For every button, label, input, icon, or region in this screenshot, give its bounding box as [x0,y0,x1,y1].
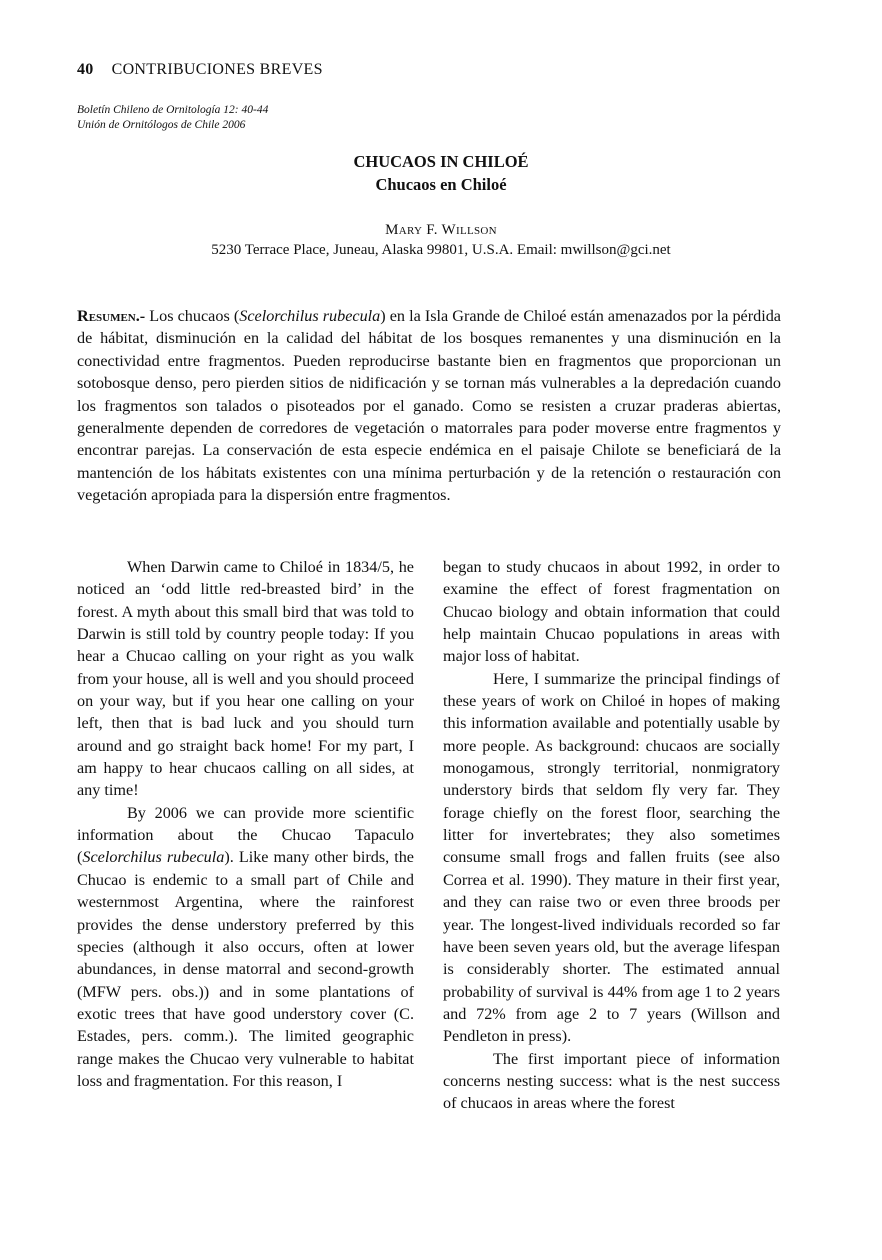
page-number: 40 [77,61,94,78]
journal-citation [77,103,268,133]
section-title: CONTRIBUCIONES BREVES [111,61,323,78]
body-paragraph-2 [77,802,414,1092]
journal-line-1: Boletín Chileno de Ornitología 12: 40-44 [77,104,269,116]
abstract-species: Scelorchilus rubecula [239,307,381,325]
article-title-block [0,150,882,196]
body-paragraph-2-rest: ). Like many other birds, the Chucao is endemic to a small part of Chile and westernmost Argentina, where the rainforest provides the dense understory preferred by this species (although it also occurs, often at lower abundances, in dense matorral and second-growth (MFW pers. obs.)) and in some plantations of exotic trees that have good understory cover (C. Estades, pers. comm.). The limited geographic range makes the Chucao very vulnerable to habitat loss and fragmentation. For this reason, I [77,848,414,1090]
body-species-name: Scelorchilus rubecula [82,848,225,867]
body-paragraph-1: When Darwin came to Chiloé in 1834/5, he noticed an ‘odd little red-breasted bird’ in the forest. A myth about this small bird that was told to Darwin is still told by country people today: If you hear a Chucao calling on your right as you walk from your house, all is well and you should proceed on your way, but if you hear one calling on your left, then that is bad luck and you should turn around and go straight back home! For my part, I am happy to hear chucaos calling on all sides, at any time! [77,558,414,800]
body-paragraph-3: began to study chucaos in about 1992, in order to examine the effect of forest fragmentation on Chucao biology and obtain information that could help maintain Chucao populations in areas with major loss of habitat. [443,558,780,666]
abstract-label: Resumen.- [77,307,146,325]
abstract-text-rest: ) en la Isla Grande de Chiloé están amenazados por la pérdida de hábitat, disminución en la calidad del hábitat de los bosques remanentes y una disminución en la conectividad entre fragmentos. Pueden reproducirse bastante bien en fragmentos que proporcionan un sotobosque denso, pero pierden sitios de nidificación y se tornan más vulnerables a la depredación cuando los fragmentos son talados o pisoteados por el ganado. Como se resisten a cruzar praderas abiertas, generalmente dependen de corredores de vegetación o matorrales para poder moverse entre fragmentos y encontrar parejas. La conservación de esta especie endémica en el paisaje Chilote se beneficiará de la mantención de los hábitats existentes con una mínima perturbación y de la retención o restauración con vegetación apropiada para la dispersión entre fragmentos. [77,307,781,505]
author-name: Mary F. Willson [385,222,497,238]
abstract-text-start: Los chucaos ( [145,307,240,325]
author-address: 5230 Terrace Place, Juneau, Alaska 99801, U.S.A. Email: mwillson@gci.net [211,242,671,258]
journal-line-2: Unión de Ornitólogos de Chile 2006 [77,119,246,131]
abstract [77,305,781,507]
body-column-right [443,556,780,1115]
body-paragraph-4: Here, I summarize the principal findings of these years of work on Chiloé in hopes of making this information available and potentially usable by more people. As background: chucaos are socially monogamous, strongly territorial, nonmigratory understory birds that seldom fly very far. They forage chiefly on the forest floor, searching the litter for invertebrates; they also sometimes consume small frogs and fallen fruits (see also Correa et al. 1990). They mature in their first year, and they can raise two or even three broods per year. The longest-lived individuals recorded so far have been seven years old, but the average lifespan is considerably shorter. The estimated annual probability of survival is 44% from age 1 to 2 years and 72% from age 2 to 7 years (Willson and Pendleton in press). [443,669,780,1046]
running-header [77,61,323,79]
body-paragraph-2-start: By 2006 we can provide more scientific information about the Chucao Tapaculo ( [77,803,414,867]
body-column-left [77,556,414,1092]
article-title: CHUCAOS IN CHILOÉ [353,152,529,171]
article-title-spanish: Chucaos en Chiloé [375,175,507,194]
body-paragraph-5: The first important piece of information concerns nesting success: what is the nest success of chucaos in areas where the forest [443,1049,780,1113]
author-block [0,220,882,260]
